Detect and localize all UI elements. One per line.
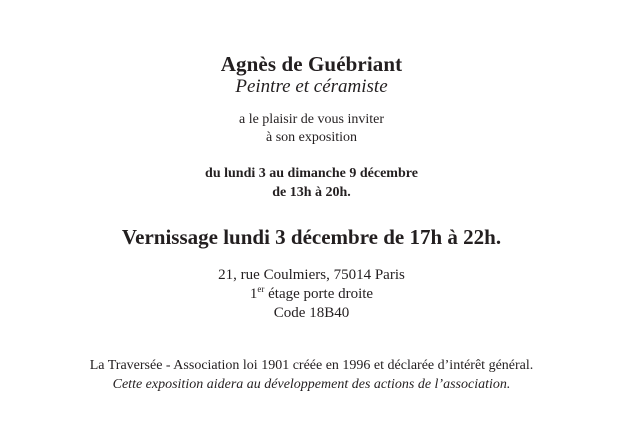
address-street: 21, rue Coulmiers, 75014 Paris [218,267,405,283]
exhibition-dates: du lundi 3 au dimanche 9 décembre [205,166,418,181]
association-statement: La Traversée - Association loi 1901 créée en 1996 et déclarée d’intérêt général. [89,358,534,373]
exhibition-hours: de 13h à 20h. [272,185,351,200]
artist-role: Peintre et céramiste [235,76,388,97]
floor-number: 1 [249,286,258,302]
floor-rest: étage porte droite [264,286,374,302]
artist-name: Agnès de Guébriant [220,52,403,76]
address-code: Code 18B40 [273,305,350,321]
association-note: Cette exposition aidera au développement des actions de l’association. [112,377,511,392]
address-floor [0,286,623,303]
invitation-line-2: à son exposition [266,130,357,145]
invitation-line-1: a le plaisir de vous inviter [238,112,385,127]
floor-suffix: er [257,284,265,294]
vernissage-text: Vernissage lundi 3 décembre de 17h à 22h. [121,225,502,249]
